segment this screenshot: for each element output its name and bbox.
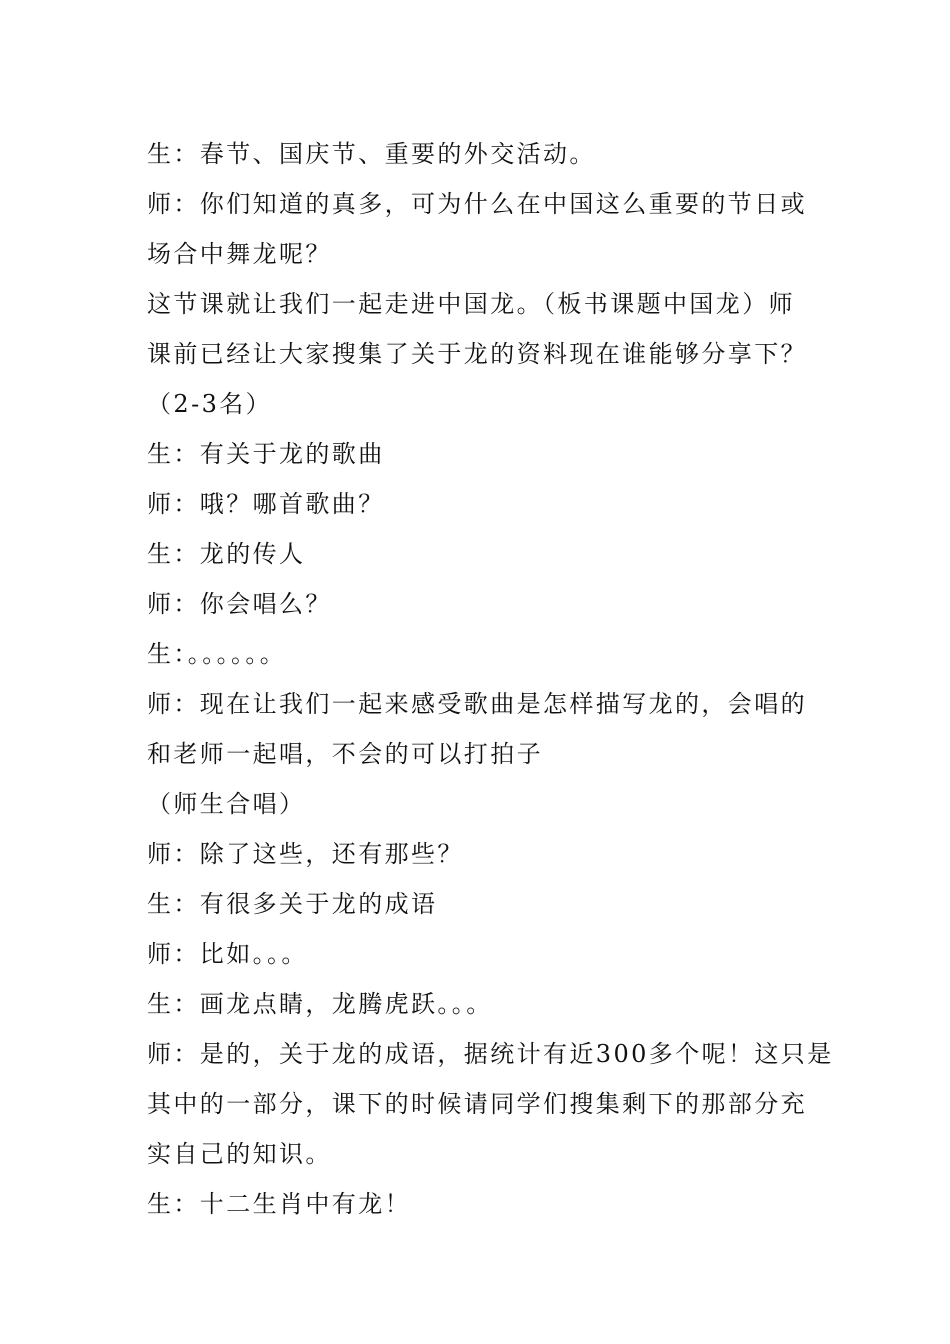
text-line: 课前已经让大家搜集了关于龙的资料现在谁能够分享下？ [147, 340, 807, 368]
text-line: 师：现在让我们一起来感受歌曲是怎样描写龙的，会唱的 [147, 690, 807, 718]
text-line: 生：画龙点睛，龙腾虎跃。。。 [147, 990, 493, 1018]
text-line: 师：比如。。。 [147, 940, 308, 968]
text-line: （师生合唱） [147, 790, 306, 818]
text-line: 师：哦？哪首歌曲？ [147, 490, 385, 518]
text-line: 师：你会唱么？ [147, 590, 332, 618]
text-line: 和老师一起唱，不会的可以打拍子 [147, 740, 543, 768]
text-line: 生：有关于龙的歌曲 [147, 440, 385, 468]
text-line: 生：龙的传人 [147, 540, 306, 568]
text-line: 生：。。。。。。 [147, 640, 287, 668]
text-line: 师：是的，关于龙的成语，据统计有近300多个呢！这只是 [147, 1040, 834, 1068]
text-line: 生：有很多关于龙的成语 [147, 890, 438, 918]
text-line: 其中的一部分，课下的时候请同学们搜集剩下的那部分充 [147, 1090, 807, 1118]
text-line: 这节课就让我们一起走进中国龙。（板书课题中国龙）师 [147, 290, 795, 318]
text-line: （2-3名） [147, 390, 273, 418]
text-line: 场合中舞龙呢？ [147, 240, 332, 268]
text-line: 实自己的知识。 [147, 1140, 332, 1168]
lesson-transcript [147, 129, 834, 1229]
text-line: 生：十二生肖中有龙！ [147, 1190, 411, 1218]
text-line: 师：你们知道的真多，可为什么在中国这么重要的节日或 [147, 190, 807, 218]
text-line: 生：春节、国庆节、重要的外交活动。 [147, 140, 596, 168]
text-line: 师：除了这些，还有那些？ [147, 840, 464, 868]
